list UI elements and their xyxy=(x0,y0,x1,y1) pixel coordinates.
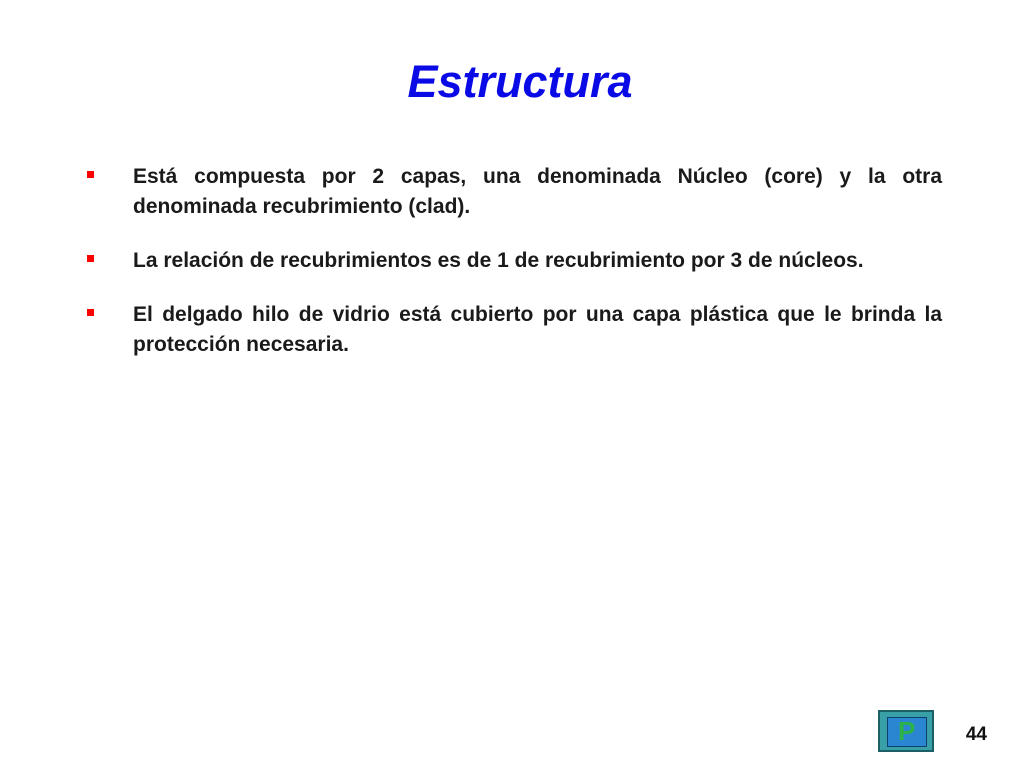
bullet-text: La relación de recubrimientos es de 1 de recubrimiento por 3 de núcleos. xyxy=(133,249,864,272)
bullet-item xyxy=(82,162,942,222)
bullet-item xyxy=(82,246,942,276)
bullet-text: Está compuesta por 2 capas, una denominada Núcleo (core) y la otra denominada recubrimiento (clad). xyxy=(133,165,942,218)
square-bullet-icon xyxy=(87,309,94,316)
logo-letter-glyph: P xyxy=(898,716,916,746)
slide-title: Estructura xyxy=(407,56,633,107)
page-number: 44 xyxy=(965,724,987,745)
logo-panel xyxy=(887,717,927,747)
square-bullet-icon xyxy=(87,255,94,262)
bullet-text: El delgado hilo de vidrio está cubierto por una capa plástica que le brinda la protección necesaria. xyxy=(133,303,942,356)
bullet-list xyxy=(82,162,942,384)
square-bullet-icon xyxy=(87,171,94,178)
bullet-item xyxy=(82,300,942,360)
institution-logo-icon xyxy=(878,710,934,752)
